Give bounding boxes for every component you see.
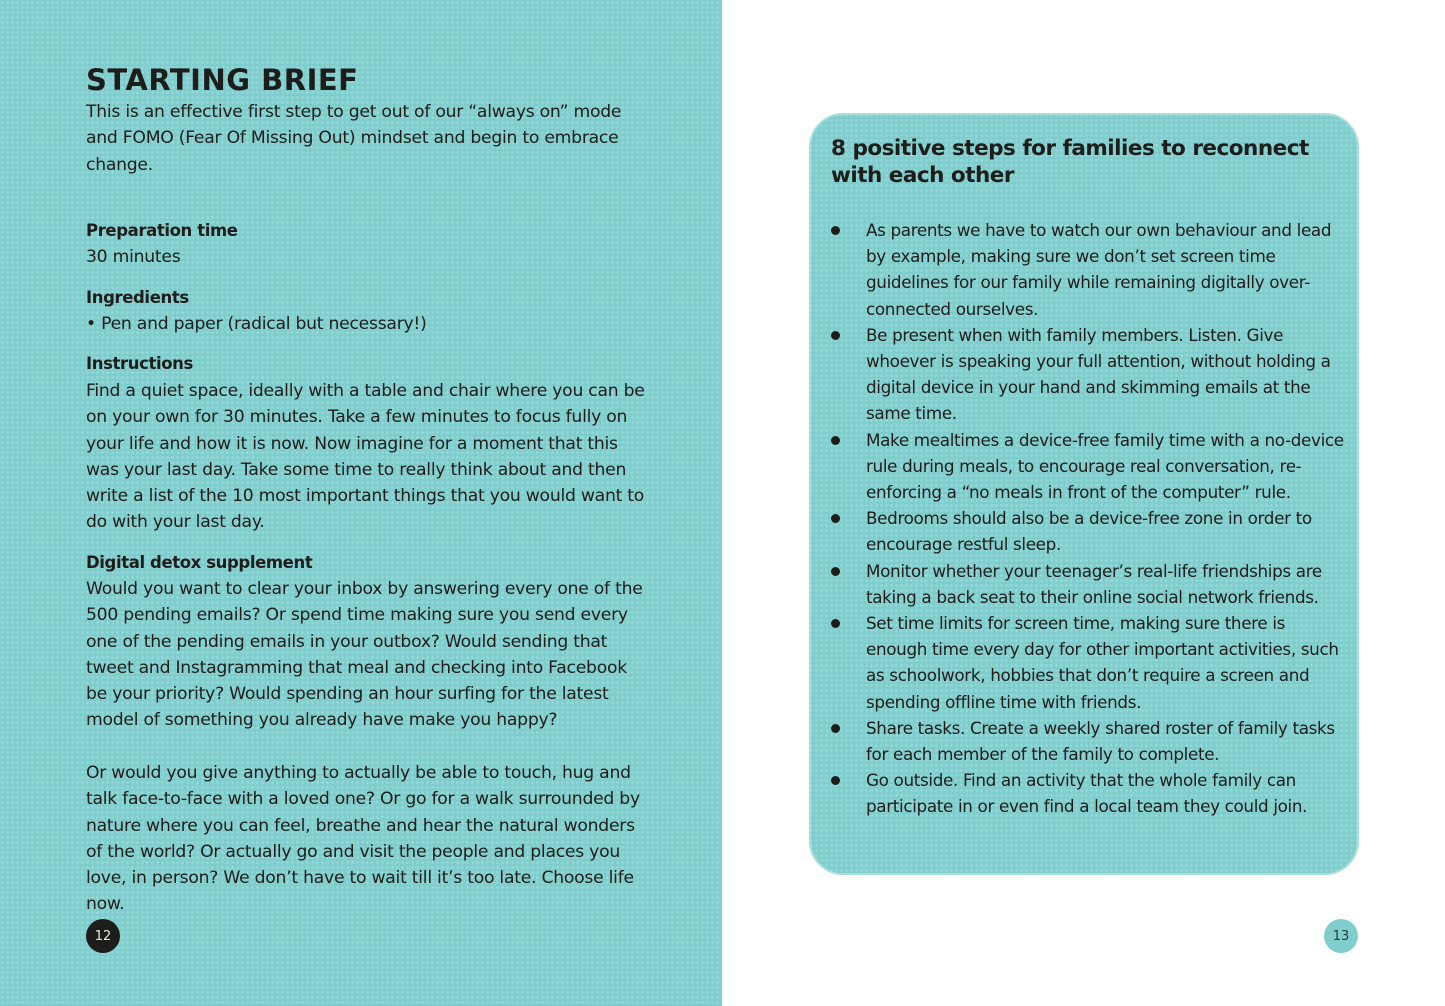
bullet-icon [831, 331, 840, 340]
list-item [831, 558, 1351, 610]
bullet-icon [831, 226, 840, 235]
page-title: STARTING BRIEF [86, 63, 359, 97]
list-item [831, 322, 1351, 427]
list-item-text: Share tasks. Create a weekly shared roster of family tasks for each member of the family to complete. [866, 717, 1335, 765]
list-item-text: Monitor whether your teenager’s real-life friendships are taking a back seat to their online social network friends. [866, 560, 1322, 607]
supplement-text-2: Or would you give anything to actually be able to touch, hug and talk face-to-face with a loved one? Or go for a walk surrounded by nature where you can feel, breathe and hear the natural wonders of the world? Or actually go and visit the people and places you love, in person? We don’t have to wait till it’s too late. Choose life now. [86, 763, 640, 915]
tips-box-title: 8 positive steps for families to reconnect with each other [831, 136, 1309, 188]
bullet-icon [831, 514, 840, 523]
list-item-text: Be present when with family members. Listen. Give whoever is speaking your full attention, without holding a digital device in your hand and skimming emails at the same time. [866, 324, 1331, 424]
tips-list [831, 217, 1351, 820]
preparation-heading: Preparation time [86, 221, 238, 240]
supplement-heading: Digital detox supplement [86, 553, 313, 572]
list-item-text: As parents we have to watch our own behaviour and lead by example, making sure we don’t set screen time guidelines for our family while remaining digitally over-connected ourselves. [866, 220, 1332, 319]
list-item [831, 427, 1351, 506]
list-item [831, 715, 1351, 767]
list-item-text: Make mealtimes a device-free family time with a no-device rule during meals, to encourage real conversation, re-enforcing a “no meals in front of the computer” rule. [866, 429, 1344, 503]
bullet-icon [831, 724, 840, 733]
instructions-heading: Instructions [86, 354, 193, 373]
list-item [831, 610, 1351, 715]
bullet-icon [831, 567, 840, 576]
list-item-text: Set time limits for screen time, making sure there is enough time every day for other important activities, such as schoolwork, hobbies that don’t require a screen and spending offline time with friends. [866, 613, 1339, 712]
tips-box [809, 113, 1359, 875]
list-item [831, 217, 1351, 322]
supplement-text-1: Would you want to clear your inbox by answering every one of the 500 pending emails? Or spend time making sure you send every one of the pending emails in your outbox? Would sending that tweet and Instagramming that meal and checking into Facebook be your priority? Would spending an hour surfing for the latest model of something you already have make you happy? [86, 579, 643, 731]
intro-text: This is an effective first step to get out of our “always on” mode and FOMO (Fear Of Missing Out) mindset and begin to embrace change. [86, 102, 622, 175]
ingredients-heading: Ingredients [86, 288, 189, 307]
ingredients-item: • Pen and paper (radical but necessary!) [86, 314, 427, 334]
page-number-right: 13 [1324, 919, 1358, 953]
instructions-text: Find a quiet space, ideally with a table and chair where you can be on your own for 30 minutes. Take a few minutes to focus fully on your life and how it is now. Now imagine for a moment that this was your last day. Take some time to really think about and then write a list of the 10 most important things that you would want to do with your last day. [86, 381, 645, 533]
preparation-value: 30 minutes [86, 247, 181, 267]
list-item-text: Bedrooms should also be a device-free zone in order to encourage restful sleep. [866, 508, 1312, 555]
page-number-left: 12 [86, 919, 120, 953]
bullet-icon [831, 776, 840, 785]
list-item-text: Go outside. Find an activity that the whole family can participate in or even find a local team they could join. [866, 770, 1308, 817]
list-item [831, 505, 1351, 557]
left-page [0, 0, 722, 1006]
bullet-icon [831, 436, 840, 445]
list-item [831, 767, 1351, 819]
bullet-icon [831, 619, 840, 628]
